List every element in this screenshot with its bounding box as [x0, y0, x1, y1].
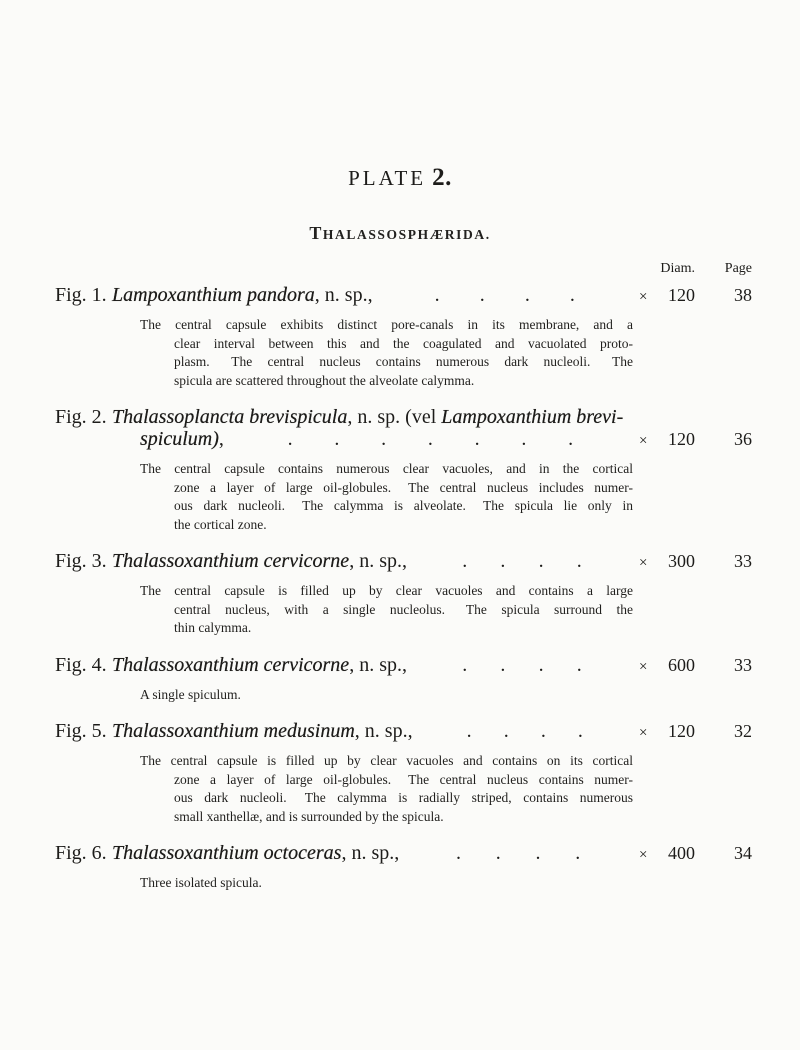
description-line: zone a layer of large oil-globules. The central nucleus includes numer-: [174, 479, 633, 495]
figure-entry: [55, 654, 752, 705]
figure-title: [112, 406, 623, 428]
description-line: The central capsule is filled up by clear vacuoles and contains a large: [140, 583, 633, 598]
description-line: the cortical zone.: [174, 516, 267, 532]
figure-description: [140, 752, 633, 826]
figure-title: [112, 720, 413, 742]
leader-dot: .: [521, 428, 527, 450]
leader-dot: .: [334, 428, 340, 450]
figure-list: [55, 260, 752, 893]
description-line: spicula are scattered throughout the alveolate calymma.: [174, 372, 475, 388]
description-line: The central capsule is filled up by clear vacuoles and contains on its cortical: [140, 753, 633, 768]
species-name: Thalassoxanthium cervicorne: [112, 653, 350, 676]
leader-dot: .: [576, 653, 582, 676]
figure-label: Fig. 5.: [55, 720, 107, 742]
leader-dot: .: [455, 842, 461, 864]
leader-dot: .: [434, 284, 440, 306]
figure-entry: [55, 842, 752, 893]
leader-dots: [224, 428, 633, 450]
leader-dot: .: [535, 842, 541, 864]
figure-entry: [55, 406, 752, 534]
diam-value: 400: [668, 843, 695, 863]
leader-dot: .: [500, 550, 506, 572]
description-line: ous dark nucleoli. The calymma is radially striped, contains numerous: [174, 790, 633, 805]
leader-dot: .: [287, 428, 293, 450]
species-name: Lampoxanthium pandora: [112, 284, 315, 306]
page-number: 34: [734, 843, 752, 863]
figure-label: Fig. 2.: [55, 406, 107, 428]
leader-dots: [407, 654, 633, 676]
figure-title: [112, 550, 407, 572]
figure-entry: [55, 550, 752, 638]
multiply-sign: ×: [639, 847, 648, 863]
plate-title: [0, 166, 800, 190]
figure-qualifier: , n. sp.,: [349, 550, 407, 572]
species-name: Thalassoxanthium cervicorne: [112, 550, 350, 572]
leader-dot: .: [479, 284, 485, 306]
species-name-secondary: Lampoxanthium brevi-: [441, 406, 624, 428]
figure-label: Fig. 4.: [55, 653, 107, 676]
leader-dot: .: [500, 653, 506, 676]
species-name: Thalassoxanthium medusinum: [112, 720, 355, 742]
figure-label: Fig. 1.: [55, 284, 107, 306]
figure-qualifier: , n. sp.,: [354, 720, 413, 742]
diam-value: 120: [668, 721, 695, 741]
leader-dot: .: [538, 550, 544, 572]
leader-dot: .: [474, 428, 480, 450]
description-line: A single spiculum.: [140, 686, 241, 702]
species-name: Thalassoplancta brevispicula: [112, 406, 348, 428]
leader-dot: .: [495, 842, 501, 864]
column-header-row: [55, 260, 752, 277]
leader-dot: .: [569, 284, 575, 306]
description-line: The central capsule contains numerous clear vacuoles, and in the cortical: [140, 461, 633, 476]
figure-title-row: [55, 654, 752, 678]
leader-dot: .: [576, 550, 582, 572]
figure-label: Fig. 6.: [55, 842, 107, 864]
figure-title: [112, 654, 407, 676]
plate-number: 2.: [432, 164, 452, 191]
figure-description: [140, 316, 633, 390]
figure-title-row: [55, 842, 752, 866]
diam-value: 120: [668, 429, 695, 449]
leader-dot: .: [503, 720, 509, 742]
figure-qualifier: ,: [218, 428, 224, 450]
description-line: clear interval between this and the coagulated and vacuolated proto-: [174, 335, 633, 351]
species-name-continued: spiculum): [140, 428, 219, 450]
figure-description: [140, 582, 633, 638]
multiply-sign: ×: [639, 658, 648, 675]
page-number: 36: [734, 429, 752, 449]
leader-dot: .: [462, 653, 468, 676]
multiply-sign: ×: [639, 725, 648, 741]
leader-dot: .: [540, 720, 546, 742]
leader-dot: .: [568, 428, 574, 450]
figure-title-row: [55, 550, 752, 574]
description-line: zone a layer of large oil-globules. The central nucleus contains numer-: [174, 771, 633, 787]
figure-title-row: [55, 284, 752, 308]
figure-qualifier: , n. sp.,: [314, 284, 373, 306]
figure-qualifier: , n. sp.,: [349, 653, 407, 676]
page-column-header: Page: [724, 261, 752, 276]
diam-column-header: Diam.: [660, 261, 695, 276]
figure-entry: [55, 284, 752, 390]
figure-title: [112, 842, 399, 864]
figure-title-continuation-row: [55, 428, 752, 452]
figure-description: [140, 874, 633, 893]
plate-word: PLATE: [348, 166, 427, 190]
leader-dots: [413, 720, 633, 742]
leader-dot: .: [462, 550, 468, 572]
leader-dot: .: [466, 720, 472, 742]
page-number: 33: [734, 654, 752, 675]
page-number: 32: [734, 721, 752, 741]
description-line: plasm. The central nucleus contains numerous dark nucleoli. The: [174, 354, 633, 369]
species-name: Thalassoxanthium octoceras: [112, 842, 342, 864]
figure-label: Fig. 3.: [55, 550, 107, 572]
leader-dot: .: [524, 284, 530, 306]
family-heading: THALASSOSPHÆRIDA.: [309, 223, 491, 243]
page-number: 33: [734, 551, 752, 571]
leader-dots: [407, 550, 633, 572]
description-line: central nucleus, with a single nucleolus. The spicula surround the: [174, 601, 633, 617]
leader-dot: .: [427, 428, 433, 450]
description-line: thin calymma.: [174, 620, 252, 635]
description-line: ous dark nucleoli. The calymma is alveolate. The spicula lie only in: [174, 498, 633, 513]
diam-value: 300: [668, 551, 695, 571]
figure-title-row: [55, 406, 752, 428]
figure-description: [140, 460, 633, 534]
leader-dots: [373, 284, 633, 306]
figure-qualifier: , n. sp.,: [341, 842, 400, 864]
leader-dots: [399, 842, 633, 864]
description-line: Three isolated spicula.: [140, 875, 262, 890]
leader-dot: .: [381, 428, 387, 450]
multiply-sign: ×: [639, 555, 648, 571]
figure-title: [112, 284, 373, 306]
diam-value: 600: [668, 654, 695, 675]
diam-value: 120: [668, 285, 695, 305]
figure-description: [140, 686, 633, 705]
figure-entry: [55, 720, 752, 826]
multiply-sign: ×: [639, 289, 648, 305]
multiply-sign: ×: [639, 433, 648, 449]
leader-dot: .: [577, 720, 583, 742]
leader-dot: .: [538, 653, 544, 676]
figure-title-row: [55, 720, 752, 744]
leader-dot: .: [575, 842, 581, 864]
description-line: small xanthellæ, and is surrounded by the spicula.: [174, 808, 444, 824]
page-number: 38: [734, 285, 752, 305]
description-line: The central capsule exhibits distinct pore-canals in its membrane, and a: [140, 317, 633, 332]
figure-qualifier: , n. sp. (vel: [347, 406, 442, 428]
